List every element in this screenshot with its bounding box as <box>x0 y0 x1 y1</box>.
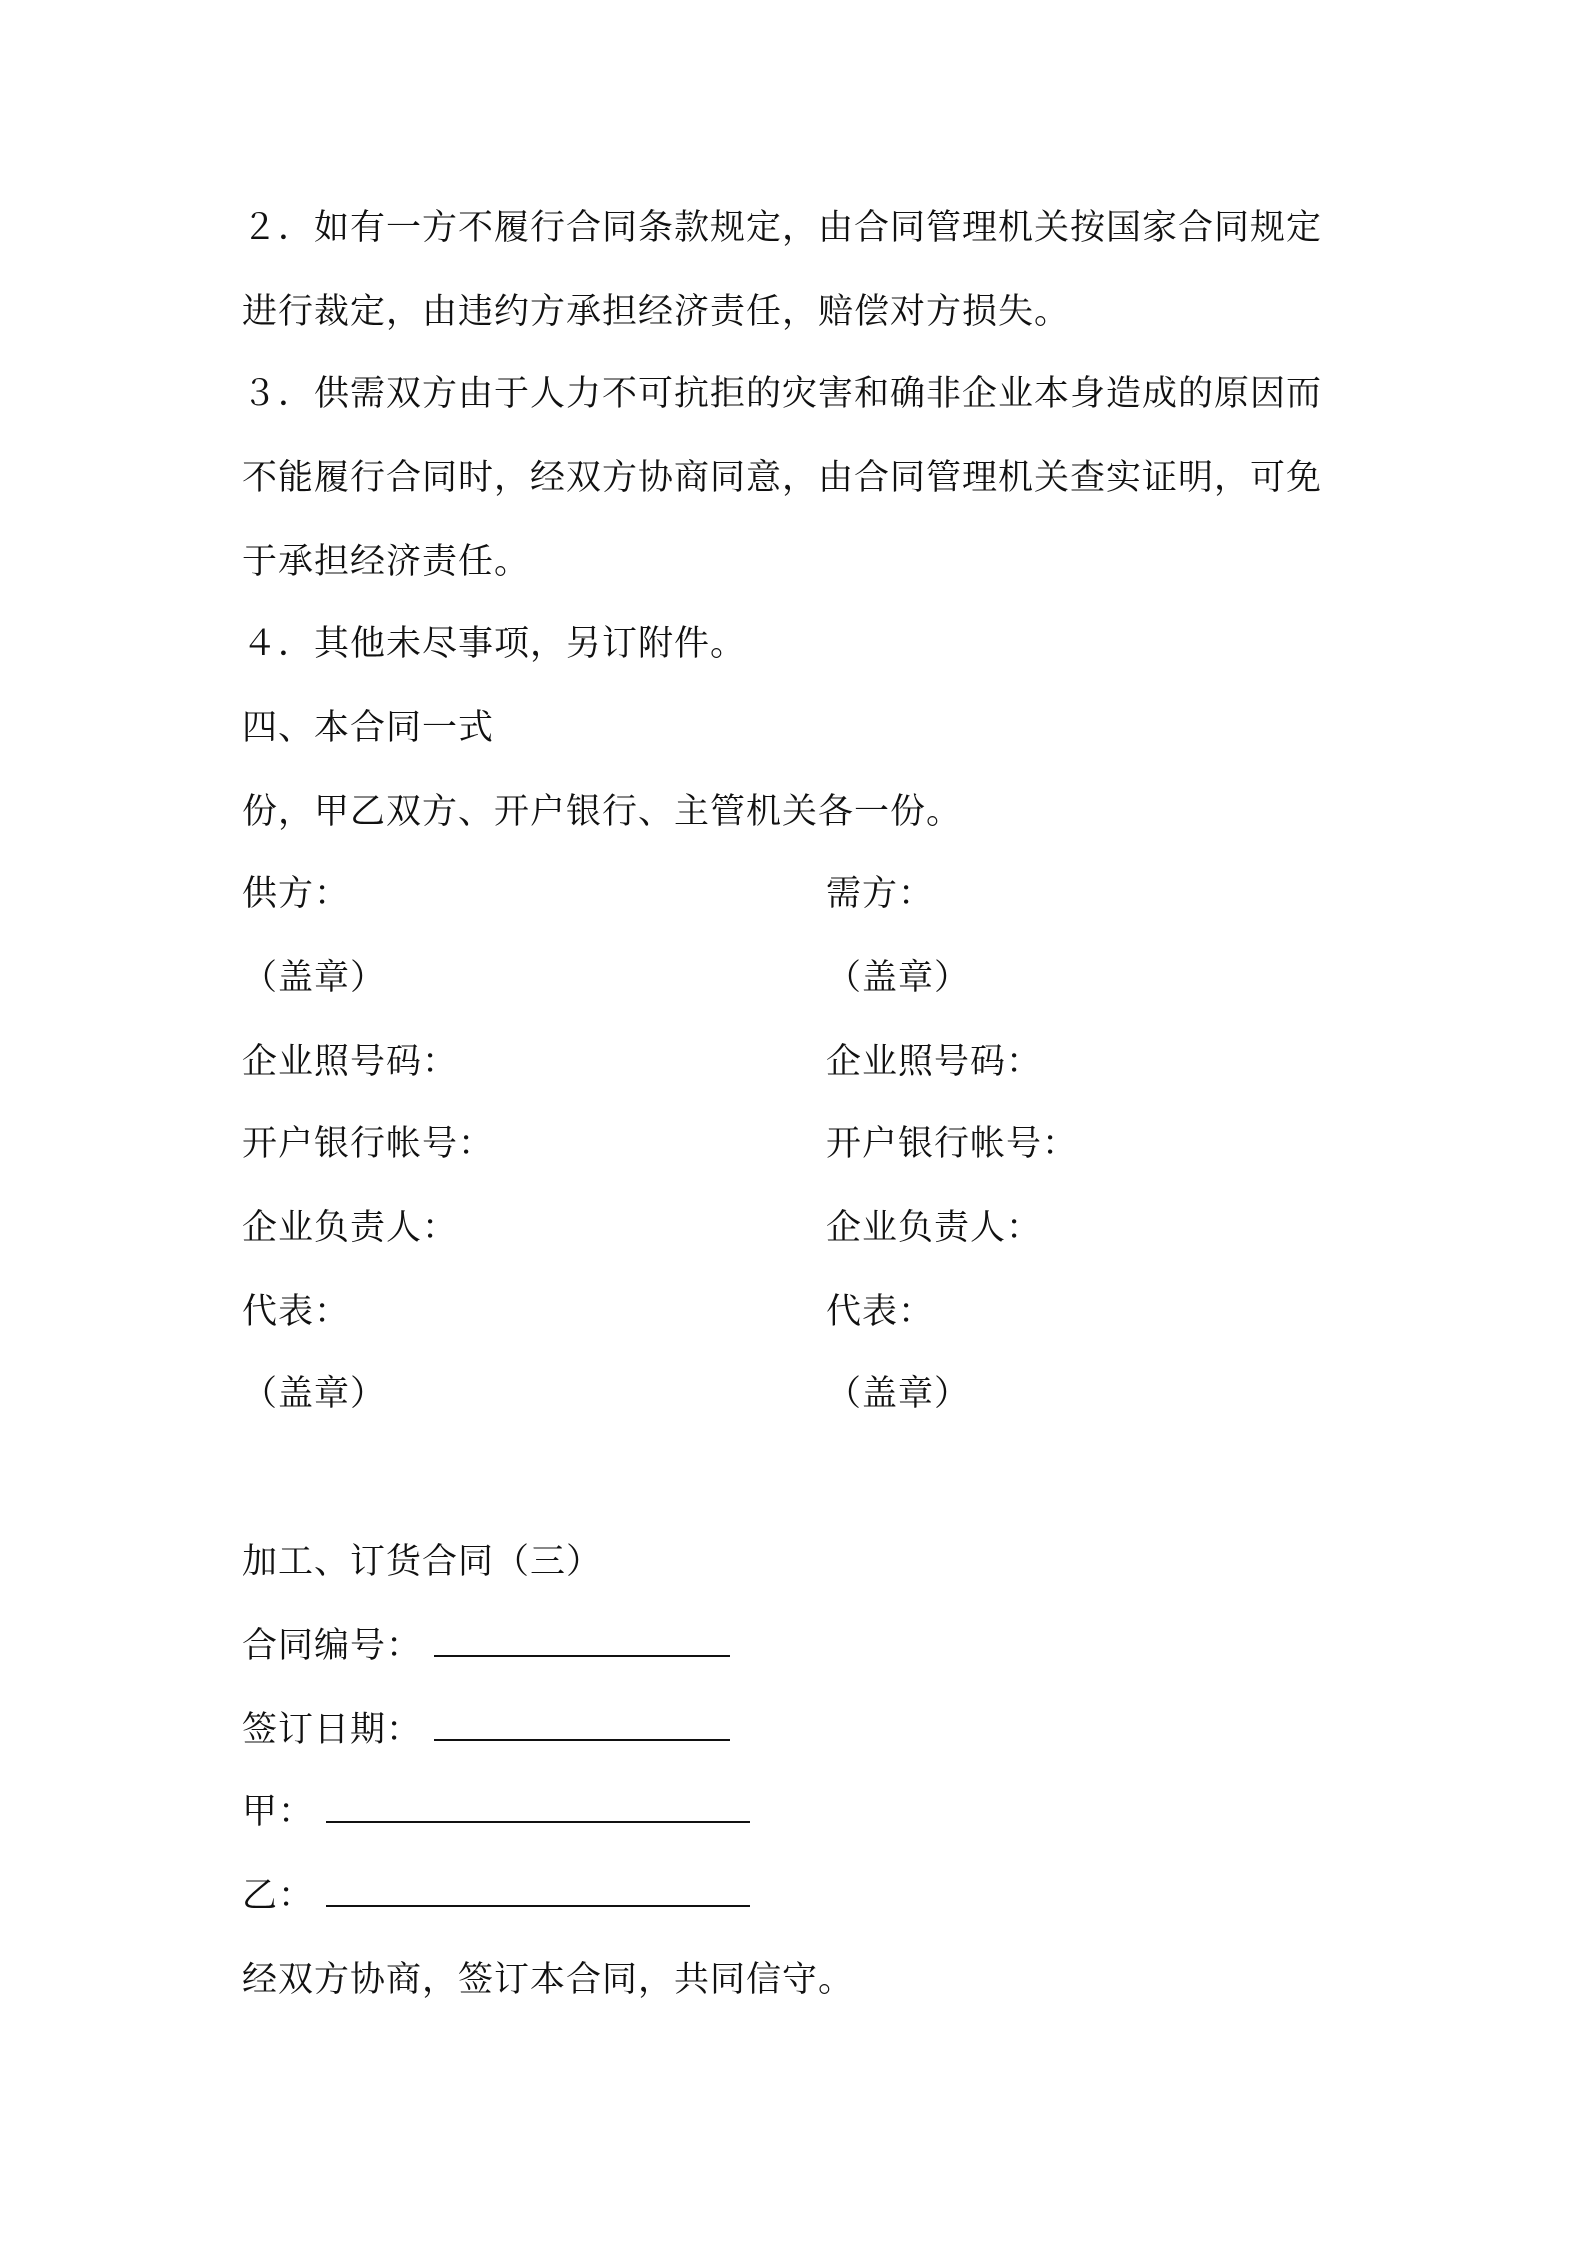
clause-3-line-1: ３．供需双方由于人力不可抗拒的灾害和确非企业本身造成的原因而 <box>242 374 1323 414</box>
party-a-blank <box>326 1791 750 1823</box>
buyer-license-number: 企业照号码： <box>826 1042 1043 1082</box>
supplier-representative: 代表： <box>242 1292 351 1332</box>
clause-4: ４．其他未尽事项，另订附件。 <box>242 624 747 664</box>
sign-date-label: 签订日期： <box>242 1710 423 1750</box>
buyer-representative-seal: （盖章） <box>826 1374 971 1414</box>
party-a-label: 甲： <box>242 1792 315 1832</box>
clause-3-line-3: 于承担经济责任。 <box>242 542 531 582</box>
party-a-row <box>242 1790 750 1834</box>
party-b-row <box>242 1874 750 1918</box>
buyer-seal: （盖章） <box>826 958 971 998</box>
supplier-bank-account: 开户银行帐号： <box>242 1124 495 1164</box>
party-b-label: 乙： <box>242 1876 315 1916</box>
supplier-head: 企业负责人： <box>242 1208 459 1248</box>
contract-title: 加工、订货合同（三） <box>242 1542 603 1582</box>
party-b-blank <box>326 1875 750 1907</box>
closing-statement: 经双方协商，签订本合同，共同信守。 <box>242 1960 855 2000</box>
section-4-line-2: 份，甲乙双方、开户银行、主管机关各一份。 <box>242 792 963 832</box>
clause-3-line-2: 不能履行合同时，经双方协商同意，由合同管理机关查实证明，可免 <box>242 458 1323 498</box>
buyer-bank-account: 开户银行帐号： <box>826 1124 1079 1164</box>
supplier-license-number: 企业照号码： <box>242 1042 459 1082</box>
supplier-label: 供方： <box>242 874 351 914</box>
section-4-line-1: 四、本合同一式 <box>242 708 495 748</box>
supplier-representative-seal: （盖章） <box>242 1374 387 1414</box>
clause-2-line-1: ２．如有一方不履行合同条款规定，由合同管理机关按国家合同规定 <box>242 208 1323 248</box>
contract-number-blank <box>434 1625 730 1657</box>
contract-number-label: 合同编号： <box>242 1626 423 1666</box>
supplier-seal: （盖章） <box>242 958 387 998</box>
clause-2-line-2: 进行裁定，由违约方承担经济责任，赔偿对方损失。 <box>242 292 1071 332</box>
sign-date-row <box>242 1708 730 1752</box>
buyer-label: 需方： <box>826 874 935 914</box>
sign-date-blank <box>434 1709 730 1741</box>
buyer-representative: 代表： <box>826 1292 935 1332</box>
buyer-head: 企业负责人： <box>826 1208 1043 1248</box>
contract-number-row <box>242 1624 730 1668</box>
